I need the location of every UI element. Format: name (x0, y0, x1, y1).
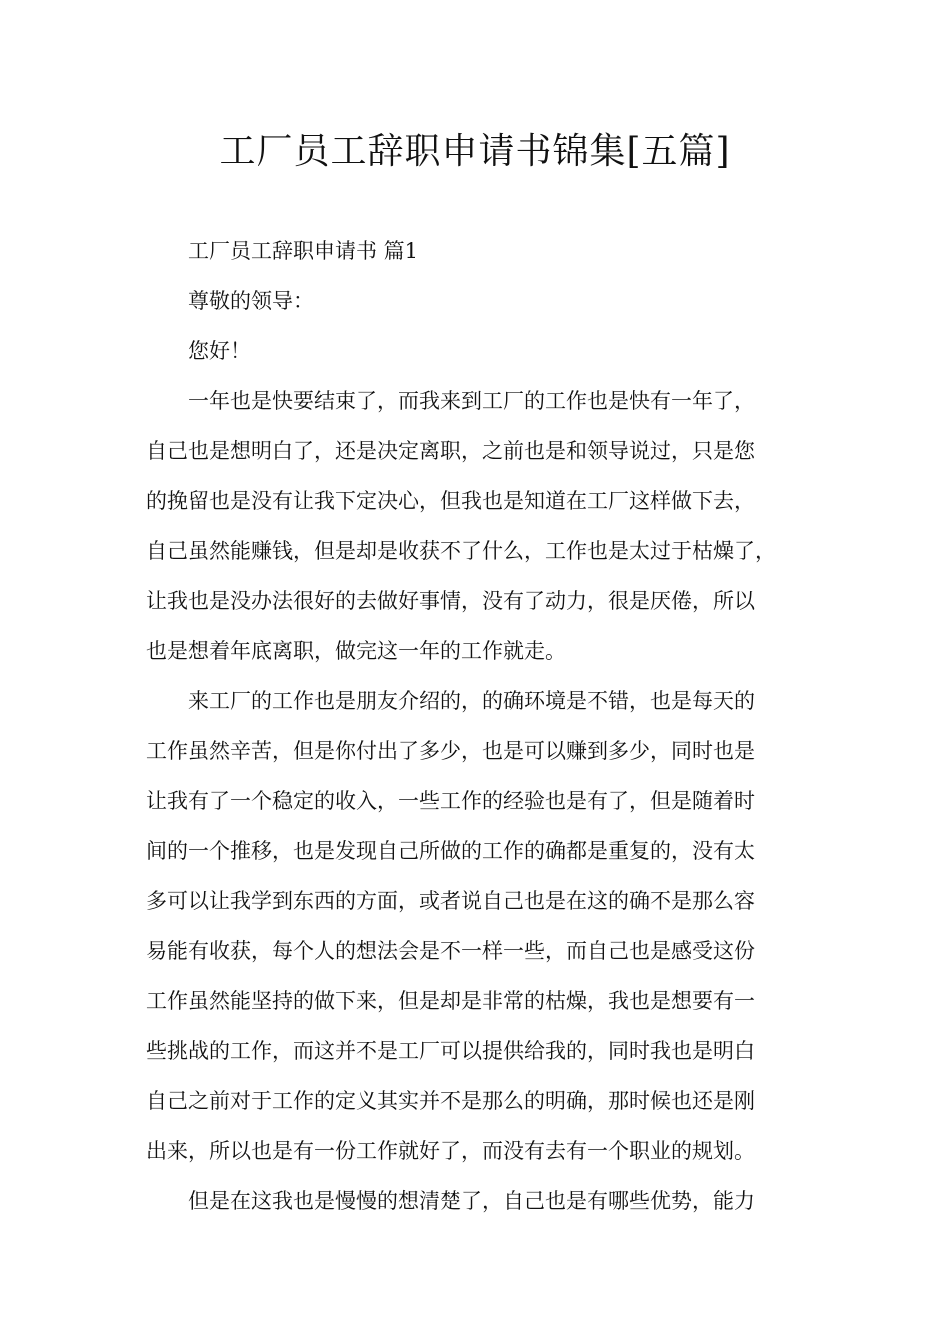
salutation: 尊敬的领导： (188, 289, 314, 313)
paragraph-2-line-8: 些挑战的工作，而这并不是工厂可以提供给我的，同时我也是明白 (146, 1039, 755, 1063)
paragraph-1-line-5: 让我也是没办法很好的去做好事情，没有了动力，很是厌倦，所以 (146, 589, 755, 613)
paragraph-2-line-7: 工作虽然能坚持的做下来，但是却是非常的枯燥，我也是想要有一 (146, 989, 755, 1013)
paragraph-3-line-1: 但是在这我也是慢慢的想清楚了，自己也是有哪些优势，能力 (188, 1189, 755, 1213)
paragraph-2-line-3: 让我有了一个稳定的收入，一些工作的经验也是有了，但是随着时 (146, 789, 755, 813)
paragraph-2-line-4: 间的一个推移，也是发现自己所做的工作的确都是重复的，没有太 (146, 839, 755, 863)
paragraph-1-line-6: 也是想着年底离职，做完这一年的工作就走。 (146, 639, 566, 663)
paragraph-2-line-9: 自己之前对于工作的定义其实并不是那么的明确，那时候也还是刚 (146, 1089, 755, 1113)
paragraph-2-line-2: 工作虽然辛苦，但是你付出了多少，也是可以赚到多少，同时也是 (146, 739, 755, 763)
paragraph-1-line-1: 一年也是快要结束了，而我来到工厂的工作也是快有一年了， (188, 389, 755, 413)
paragraph-2-line-10: 出来，所以也是有一份工作就好了，而没有去有一个职业的规划。 (146, 1139, 755, 1163)
paragraph-2-line-6: 易能有收获，每个人的想法会是不一样一些，而自己也是感受这份 (146, 939, 755, 963)
paragraph-1-line-2: 自己也是想明白了，还是决定离职，之前也是和领导说过，只是您 (146, 439, 755, 463)
section-heading: 工厂员工辞职申请书 篇1 (188, 239, 419, 263)
document-title: 工厂员工辞职申请书锦集[五篇] (219, 131, 731, 172)
paragraph-1-line-3: 的挽留也是没有让我下定决心，但我也是知道在工厂这样做下去， (146, 489, 755, 513)
greeting: 您好！ (188, 339, 251, 363)
document-body (146, 226, 816, 1226)
paragraph-2-line-5: 多可以让我学到东西的方面，或者说自己也是在这的确不是那么容 (146, 889, 755, 913)
paragraph-1-line-4: 自己虽然能赚钱，但是却是收获不了什么，工作也是太过于枯燥了， (146, 539, 776, 563)
paragraph-2-line-1: 来工厂的工作也是朋友介绍的，的确环境是不错，也是每天的 (188, 689, 755, 713)
